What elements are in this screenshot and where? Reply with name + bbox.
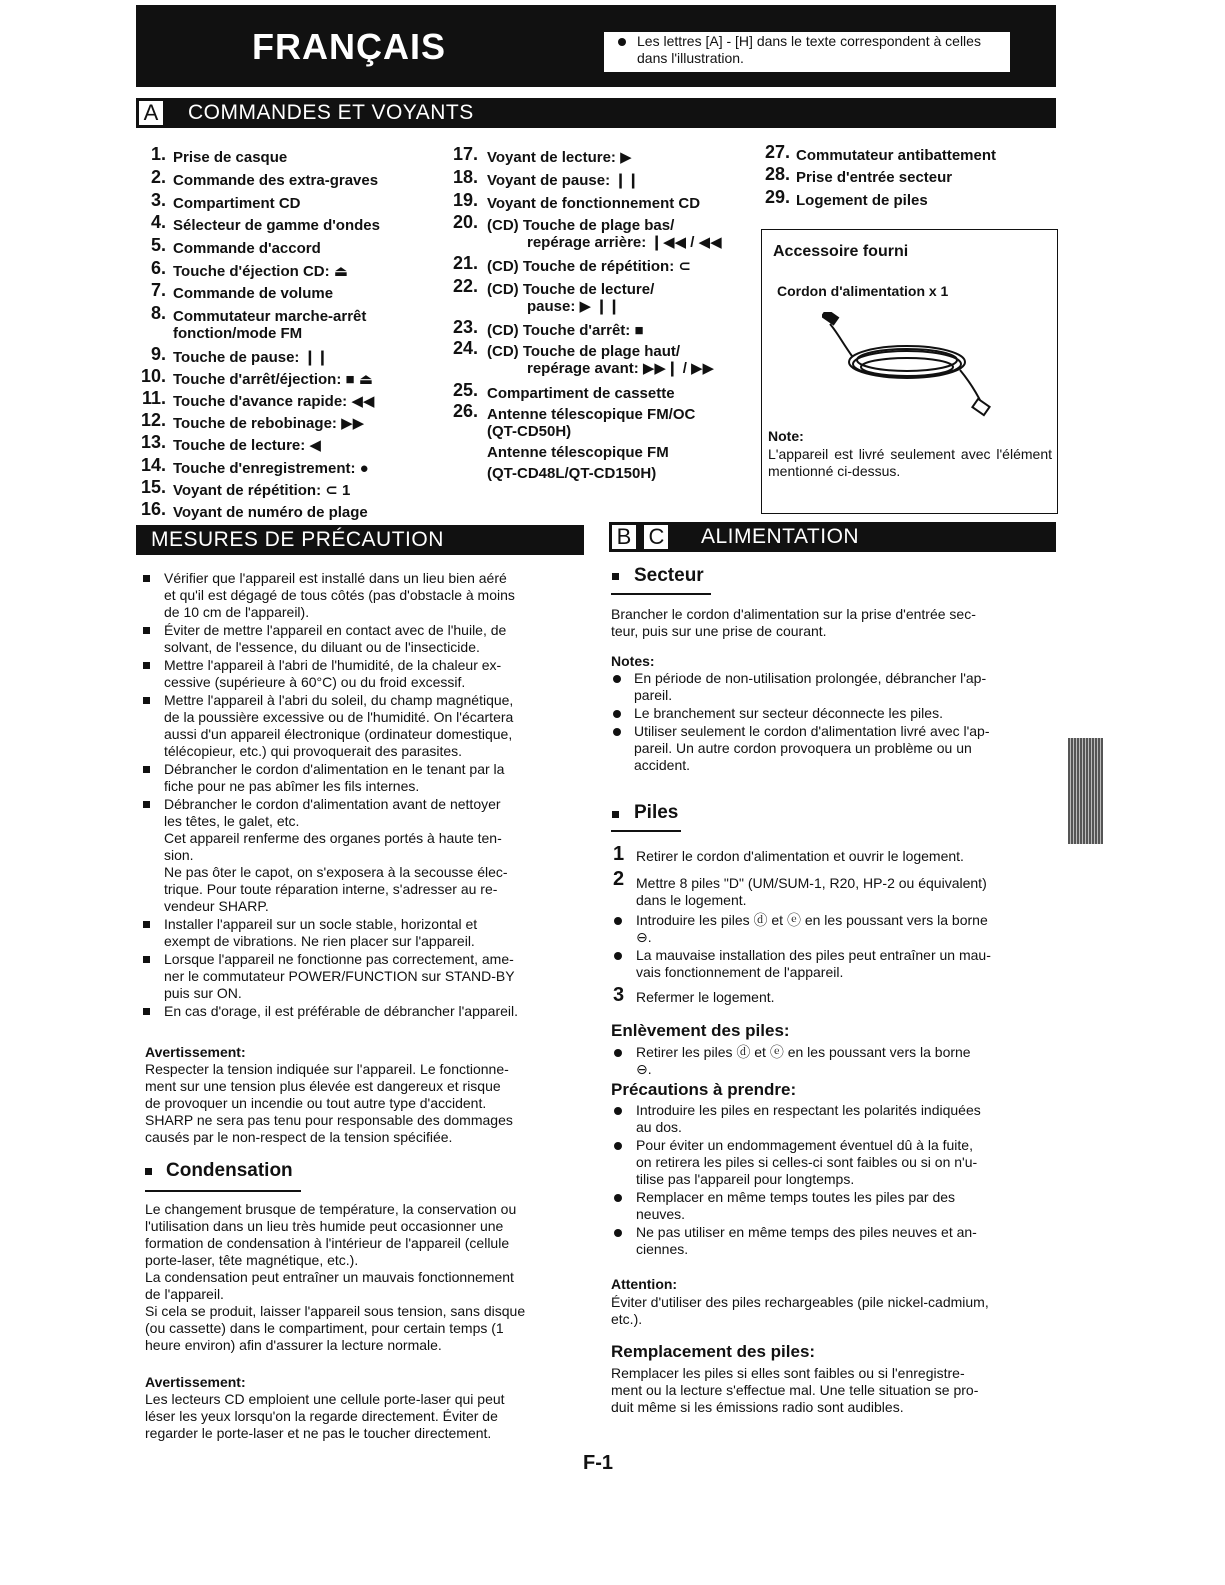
enlevement-title: Enlèvement des piles: <box>611 1021 790 1040</box>
control-label: Voyant de répétition: ⊂ 1 <box>173 482 351 499</box>
control-number: 29. <box>764 187 790 207</box>
control-label: Commande de volume <box>173 285 334 302</box>
control-number: 12. <box>140 410 166 430</box>
text-line: vais fonctionnement de l'appareil. <box>636 964 844 980</box>
text-line: teur, puis sur une prise de courant. <box>611 623 827 639</box>
control-label: Touche d'arrêt/éjection: ■ ⏏ <box>173 371 373 388</box>
text-line: Débrancher le cordon d'alimentation avant de nettoyer <box>164 796 501 812</box>
control-label-continued: repérage arrière: ❙◀◀ / ◀◀ <box>527 234 722 251</box>
round-bullet-icon <box>613 675 621 683</box>
text-line: Mettre 8 piles "D" (UM/SUM-1, R20, HP-2 ou équivalent) <box>636 875 987 891</box>
text-line: Mettre l'appareil à l'abri du soleil, du champ magnétique, <box>164 692 514 708</box>
text-line: regarder le porte-laser et ne pas le toucher directement. <box>145 1425 492 1441</box>
round-bullet-icon <box>614 1049 622 1057</box>
warning2-label: Avertissement: <box>145 1374 246 1390</box>
text-line: on retirera les piles si celles-ci sont faibles ou si on n'u- <box>636 1154 978 1170</box>
piles-underline <box>611 830 681 832</box>
text-line: Remplacer en même temps toutes les piles par des <box>636 1189 956 1205</box>
round-bullet-icon <box>614 1107 622 1115</box>
text-line: Introduire les piles ⓓ et ⓔ en les poussant vers la borne <box>636 912 988 928</box>
text-line: Cet appareil renferme des organes portés à haute ten- <box>164 830 502 846</box>
control-number: 14. <box>140 455 166 475</box>
text-line: accident. <box>634 757 691 773</box>
text-line: Respecter la tension indiquée sur l'appareil. Le fonctionne- <box>145 1061 509 1077</box>
text-line: trique. Pour toute réparation interne, s'adresser au re- <box>164 881 498 897</box>
square-bullet-icon <box>143 766 150 773</box>
remplacement-title: Remplacement des piles: <box>611 1342 816 1361</box>
control-label: Touche de pause: ❙❙ <box>173 349 329 366</box>
control-label: (CD) Touche de lecture/ <box>487 281 655 298</box>
condensation-bullet-icon <box>145 1168 152 1175</box>
control-number: 18. <box>452 167 478 187</box>
control-number: 25. <box>452 380 478 400</box>
control-number: 16. <box>140 499 166 519</box>
section-b-letter: B <box>612 525 636 549</box>
text-line: ⊖. <box>636 1061 652 1077</box>
text-line: SHARP ne sera pas tenu pour responsable des dommages <box>145 1112 513 1128</box>
accessory-note-text: L'appareil est livré seulement avec l'élément mentionné ci-dessus. <box>768 446 1052 479</box>
text-line: En période de non-utilisation prolongée, débrancher l'ap- <box>634 670 987 686</box>
text-line: de l'appareil. <box>145 1286 224 1302</box>
control-label-continued: repérage avant: ▶▶❙ / ▶▶ <box>527 360 715 377</box>
control-number: 4. <box>150 212 166 232</box>
square-bullet-icon <box>143 801 150 808</box>
control-label: Touche de lecture: ◀ <box>173 437 321 454</box>
page-number: F-1 <box>583 1452 613 1474</box>
text-line: Brancher le cordon d'alimentation sur la prise d'entrée sec- <box>611 606 976 622</box>
control-label-continued: fonction/mode FM <box>173 325 303 342</box>
text-line: cessive (supérieure à 60°C) ou du froid excessif. <box>164 674 466 690</box>
square-bullet-icon <box>143 1008 150 1015</box>
square-bullet-icon <box>143 697 150 704</box>
accessory-title: Accessoire fourni <box>773 243 909 260</box>
text-line: Ne pas utiliser en même temps des piles neuves et an- <box>636 1224 977 1240</box>
section-a-bar <box>136 98 1056 128</box>
text-line: dans le logement. <box>636 892 747 908</box>
control-number: 10. <box>140 366 166 386</box>
accessory-box <box>761 229 1058 514</box>
control-number: 26. <box>452 401 478 421</box>
secteur-title: Secteur <box>634 565 704 586</box>
text-line: Mettre l'appareil à l'abri de l'humidité, de la chaleur ex- <box>164 657 502 673</box>
control-number: 27. <box>764 142 790 162</box>
accessory-item: Cordon d'alimentation x 1 <box>777 283 949 299</box>
control-label: (CD) Touche de répétition: ⊂ <box>487 258 691 275</box>
text-line: La condensation peut entraîner un mauvais fonctionnement <box>145 1269 514 1285</box>
control-number: 17. <box>452 144 478 164</box>
accessory-note-label: Note: <box>768 428 804 444</box>
text-line: En cas d'orage, il est préférable de débrancher l'appareil. <box>164 1003 519 1019</box>
step-3-number: 3 <box>613 984 625 1006</box>
control-label: Voyant de lecture: ▶ <box>487 149 632 166</box>
warning-label: Avertissement: <box>145 1044 246 1060</box>
square-bullet-icon <box>143 662 150 669</box>
text-line: ⊖. <box>636 929 652 945</box>
control-number: 22. <box>452 276 478 296</box>
control-label: Voyant de pause: ❙❙ <box>487 172 640 189</box>
text-line: de 10 cm de l'appareil). <box>164 604 310 620</box>
text-line: Débrancher le cordon d'alimentation en le tenant par la <box>164 761 505 777</box>
square-bullet-icon <box>143 575 150 582</box>
control-label: Touche d'avance rapide: ◀◀ <box>173 393 375 410</box>
piles-title: Piles <box>634 802 679 823</box>
control-number: 8. <box>150 303 166 323</box>
control-label: Touche de rebobinage: ▶▶ <box>173 415 365 432</box>
text-line: Introduire les piles en respectant les polarités indiquées <box>636 1102 981 1118</box>
text-line: heure environ) afin d'assurer la lecture normale. <box>145 1337 442 1353</box>
control-label: Compartiment de cassette <box>487 385 675 402</box>
square-bullet-icon <box>143 956 150 963</box>
round-bullet-icon <box>614 917 622 925</box>
text-line: porte-laser, tête magnétique, etc.). <box>145 1252 359 1268</box>
text-line: Si cela se produit, laisser l'appareil sous tension, sans disque <box>145 1303 526 1319</box>
text-line: vendeur SHARP. <box>164 898 269 914</box>
letters-note-box <box>604 32 1010 72</box>
text-line: et qu'il est dégagé de tous côtés (pas d'obstacle à moins <box>164 587 515 603</box>
text-line: ment ou la lecture s'effectue mal. Une telle situation se pro- <box>611 1382 979 1398</box>
text-line: Remplacer les piles si elles sont faibles ou si l'enregistre- <box>611 1365 965 1381</box>
text-line: Le changement brusque de température, la conservation ou <box>145 1201 517 1217</box>
text-line: (ou cassette) dans le compartiment, pour certain temps (1 <box>145 1320 504 1336</box>
control-label: Voyant de fonctionnement CD <box>487 195 701 212</box>
control-number: 3. <box>150 190 166 210</box>
step-1-number: 1 <box>613 843 625 865</box>
power-cord-icon <box>822 312 992 422</box>
control-label-continued: pause: ▶ ❙❙ <box>527 298 621 315</box>
text-line: fiche pour ne pas abîmer les fils internes. <box>164 778 420 794</box>
control-number: 23. <box>452 317 478 337</box>
text-line: causés par le non-respect de la tension spécifiée. <box>145 1129 453 1145</box>
control-number: 28. <box>764 164 790 184</box>
text-line: La mauvaise installation des piles peut entraîner un mau- <box>636 947 991 963</box>
control-number: 24. <box>452 338 478 358</box>
round-bullet-icon <box>613 710 621 718</box>
control-label-continued: (QT-CD48L/QT-CD150H) <box>487 465 657 482</box>
control-number: 19. <box>452 190 478 210</box>
control-label: Commutateur antibattement <box>796 147 997 164</box>
text-line: ment sur une tension plus élevée est dangereux et risque <box>145 1078 501 1094</box>
control-label: Voyant de numéro de plage <box>173 504 368 521</box>
round-bullet-icon <box>614 1229 622 1237</box>
text-line: Utiliser seulement le cordon d'alimentation livré avec l'ap- <box>634 723 990 739</box>
alimentation-title: ALIMENTATION <box>701 525 860 548</box>
control-label: (CD) Touche d'arrêt: ■ <box>487 322 644 339</box>
control-number: 13. <box>140 432 166 452</box>
section-c-letter: C <box>644 525 668 549</box>
control-label: Compartiment CD <box>173 195 301 212</box>
square-bullet-icon <box>143 921 150 928</box>
text-line: exempt de vibrations. Ne rien placer sur l'appareil. <box>164 933 475 949</box>
attention-label: Attention: <box>611 1276 678 1292</box>
control-number: 21. <box>452 253 478 273</box>
text-line: télécopieur, etc.) qui provoquerait des parasites. <box>164 743 463 759</box>
text-line: pareil. <box>634 687 673 703</box>
text-line: solvant, de l'essence, du diluant ou de l'insecticide. <box>164 639 480 655</box>
control-label: Sélecteur de gamme d'ondes <box>173 217 380 234</box>
text-line: Le branchement sur secteur déconnecte les piles. <box>634 705 943 721</box>
text-line: de la poussière excessive ou de l'humidité. On l'écartera <box>164 709 514 725</box>
text-line: etc.). <box>611 1311 643 1327</box>
section-a-title: COMMANDES ET VOYANTS <box>188 101 474 124</box>
text-line: duit même si les émissions radio sont audibles. <box>611 1399 904 1415</box>
round-bullet-icon <box>614 952 622 960</box>
text-line: Les lecteurs CD emploient une cellule porte-laser qui peut <box>145 1391 505 1407</box>
control-label: Touche d'enregistrement: ● <box>173 460 369 477</box>
text-line: neuves. <box>636 1206 686 1222</box>
text-line: pareil. Un autre cordon provoquera un problème ou un <box>634 740 972 756</box>
side-tab-marker <box>1068 738 1103 844</box>
control-number: 11. <box>141 388 166 408</box>
text-line: Lorsque l'appareil ne fonctionne pas correctement, ame- <box>164 951 514 967</box>
control-label-continued: (QT-CD50H) <box>487 423 572 440</box>
text-line: les têtes, le galet, etc. <box>164 813 300 829</box>
language-title: FRANÇAIS <box>252 26 446 67</box>
step-3-text: Refermer le logement. <box>636 989 775 1005</box>
control-label: Commande des extra-graves <box>173 172 379 189</box>
piles-bullet-icon <box>612 811 619 818</box>
text-line: Ne pas ôter le capot, on s'exposera à la secousse élec- <box>164 864 508 880</box>
text-line: léser les yeux lorsqu'on la regarde directement. Éviter de <box>145 1408 498 1424</box>
text-line: Pour éviter un endommagement éventuel dû à la fuite, <box>636 1137 973 1153</box>
text-line: Vérifier que l'appareil est installé dans un lieu bien aéré <box>164 570 507 586</box>
text-line: ciennes. <box>636 1241 689 1257</box>
square-bullet-icon <box>143 627 150 634</box>
text-line: ner le commutateur POWER/FUNCTION sur STAND-BY <box>164 968 515 984</box>
control-label: Logement de piles <box>796 192 928 209</box>
precautions-piles-title: Précautions à prendre: <box>611 1080 797 1099</box>
section-a-letter: A <box>139 101 163 125</box>
condensation-underline <box>145 1190 301 1192</box>
round-bullet-icon <box>614 1142 622 1150</box>
control-label: Antenne télescopique FM/OC <box>487 406 696 423</box>
control-number: 5. <box>150 235 166 255</box>
precautions-title: MESURES DE PRÉCAUTION <box>151 528 444 551</box>
text-line: formation de condensation à l'intérieur de l'appareil (cellule <box>145 1235 510 1251</box>
control-number: 2. <box>150 167 166 187</box>
text-line: Installer l'appareil sur un socle stable, horizontal et <box>164 916 478 932</box>
text-line: sion. <box>164 847 194 863</box>
control-label: (CD) Touche de plage haut/ <box>487 343 681 360</box>
round-bullet-icon <box>614 1194 622 1202</box>
text-line: aussi d'un appareil électronique (ordinateur domestique, <box>164 726 513 742</box>
letters-note: Les lettres [A] - [H] dans le texte correspondent à celles dans l'illustration. <box>637 33 981 66</box>
control-label-continued: Antenne télescopique FM <box>487 444 669 461</box>
bullet-icon <box>618 38 626 46</box>
text-line: au dos. <box>636 1119 682 1135</box>
text-line: de provoquer un incendie ou tout autre type d'accident. <box>145 1095 487 1111</box>
control-number: 7. <box>150 280 166 300</box>
text-line: Éviter de mettre l'appareil en contact avec de l'huile, de <box>164 622 507 638</box>
text-line: tilise pas l'appareil pour longtemps. <box>636 1171 855 1187</box>
text-line: puis sur ON. <box>164 985 242 1001</box>
control-label: Commutateur marche-arrêt <box>173 308 367 325</box>
alimentation-bar <box>609 522 1056 552</box>
secteur-underline <box>611 593 711 595</box>
text-line: Retirer les piles ⓓ et ⓔ en les poussant vers la borne <box>636 1044 971 1060</box>
control-number: 20. <box>452 212 478 232</box>
control-number: 6. <box>150 258 166 278</box>
control-label: (CD) Touche de plage bas/ <box>487 217 675 234</box>
control-label: Prise d'entrée secteur <box>796 169 953 186</box>
control-label: Prise de casque <box>173 149 288 166</box>
control-number: 15. <box>140 477 166 497</box>
condensation-title: Condensation <box>166 1160 293 1181</box>
secteur-bullet-icon <box>612 573 619 580</box>
step-1-text: Retirer le cordon d'alimentation et ouvrir le logement. <box>636 848 964 864</box>
precautions-bar <box>136 525 584 555</box>
control-number: 9. <box>150 344 166 364</box>
control-label: Commande d'accord <box>173 240 321 257</box>
control-label: Touche d'éjection CD: ⏏ <box>173 263 348 280</box>
step-2-number: 2 <box>613 868 625 890</box>
notes-label: Notes: <box>611 653 655 669</box>
control-number: 1. <box>150 144 166 164</box>
text-line: Éviter d'utiliser des piles rechargeables (pile nickel-cadmium, <box>611 1294 989 1310</box>
round-bullet-icon <box>613 728 621 736</box>
text-line: l'utilisation dans un lieu très humide peut occasionner une <box>145 1218 504 1234</box>
